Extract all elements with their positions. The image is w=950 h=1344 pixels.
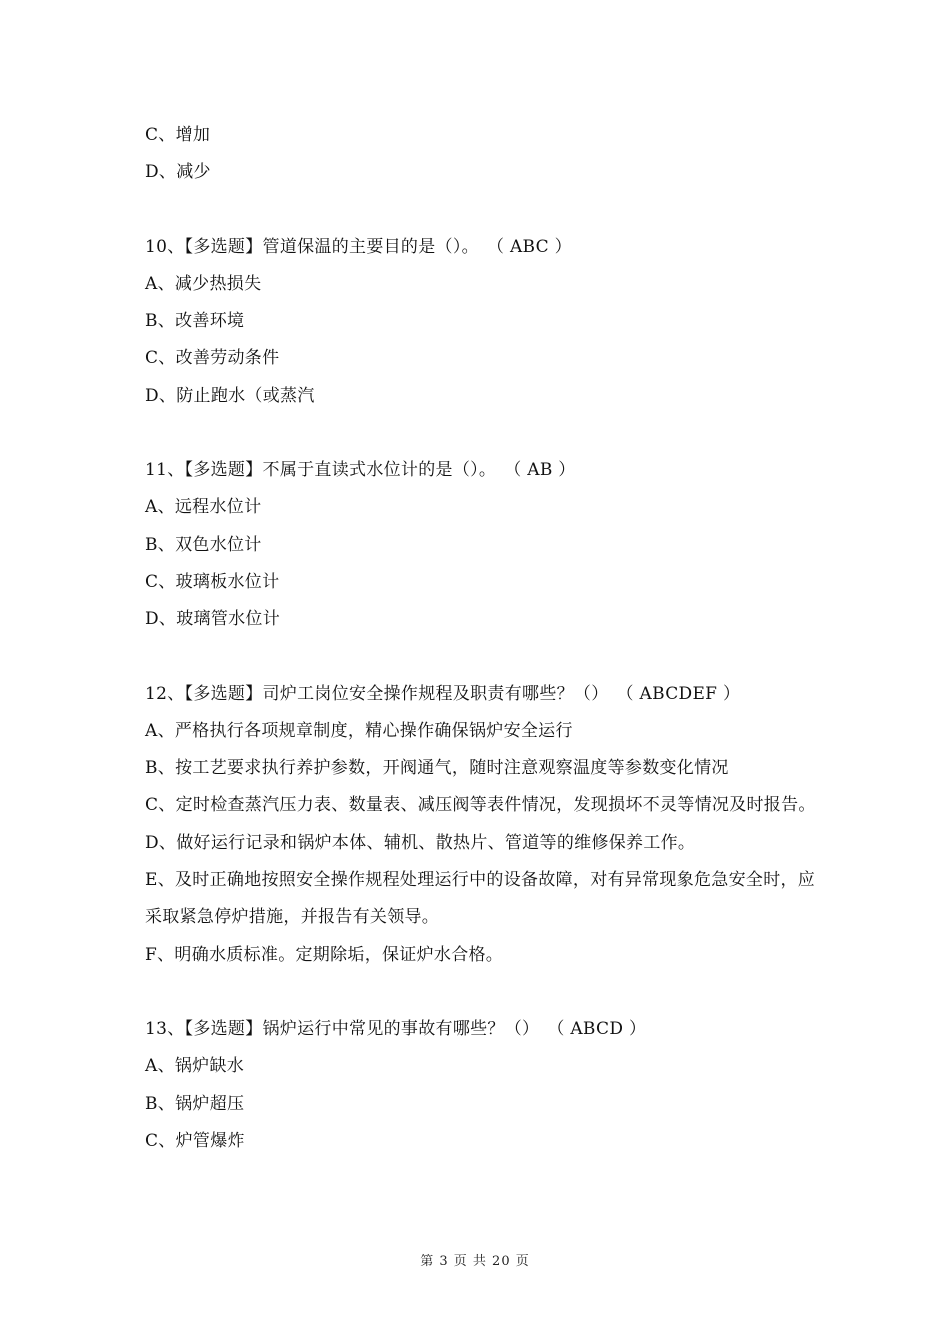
question-text: 11、【多选题】不属于直读式水位计的是（）。: [145, 460, 497, 481]
question-10: [145, 229, 825, 415]
option-b: B、双色水位计: [145, 534, 262, 555]
option-e: E、及时正确地按照安全操作规程处理运行中的设备故障，对有异常现象危急安全时，应采取紧急停炉措施，并报告有关领导。: [145, 870, 816, 928]
question-12: [145, 676, 825, 974]
question-11: [145, 452, 825, 638]
question-stem: [145, 229, 825, 266]
option-a: A、减少热损失: [145, 273, 262, 294]
option-d: D、防止跑水（或蒸汽: [145, 385, 315, 406]
option-c: C、玻璃板水位计: [145, 571, 280, 592]
question-text: 13、【多选题】锅炉运行中常见的事故有哪些？（）: [145, 1018, 540, 1039]
option-d: D、玻璃管水位计: [145, 609, 281, 630]
question-text: 12、【多选题】司炉工岗位安全操作规程及职责有哪些？（）: [145, 683, 609, 704]
option-d: D、减少: [145, 162, 211, 183]
question-stem: [145, 452, 825, 489]
question-text: 10、【多选题】管道保温的主要目的是（）。: [145, 236, 479, 257]
option-b: B、按工艺要求执行养护参数，开阀通气，随时注意观察温度等参数变化情况: [145, 758, 729, 779]
option-f: F、明确水质标准。定期除垢，保证炉水合格。: [145, 944, 504, 965]
option-c: C、改善劳动条件: [145, 348, 280, 369]
page-content: [145, 117, 825, 1160]
previous-question-options: [145, 117, 825, 192]
option-d: D、做好运行记录和锅炉本体、辅机、散热片、管道等的维修保养工作。: [145, 832, 696, 853]
answer-key: （ ABCDEF ）: [616, 683, 741, 704]
option-c: C、增加: [145, 125, 211, 145]
option-c: C、定时检查蒸汽压力表、数量表、减压阀等表件情况，发现损坏不灵等情况及时报告。: [145, 795, 816, 816]
question-13: [145, 1011, 825, 1160]
option-b: B、改善环境: [145, 311, 245, 332]
option-a: A、远程水位计: [145, 497, 262, 518]
answer-key: （ ABCD ）: [547, 1018, 647, 1039]
option-a: A、严格执行各项规章制度，精心操作确保锅炉安全运行: [145, 720, 573, 741]
option-a: A、锅炉缺水: [145, 1056, 245, 1077]
option-c: C、炉管爆炸: [145, 1130, 245, 1151]
answer-key: （ ABC ）: [486, 236, 572, 257]
question-stem: [145, 1011, 825, 1048]
answer-key: （ AB ）: [504, 460, 576, 481]
option-b: B、锅炉超压: [145, 1093, 245, 1114]
page-footer: 第 3 页 共 20 页: [420, 1254, 530, 1269]
question-stem: [145, 676, 825, 713]
